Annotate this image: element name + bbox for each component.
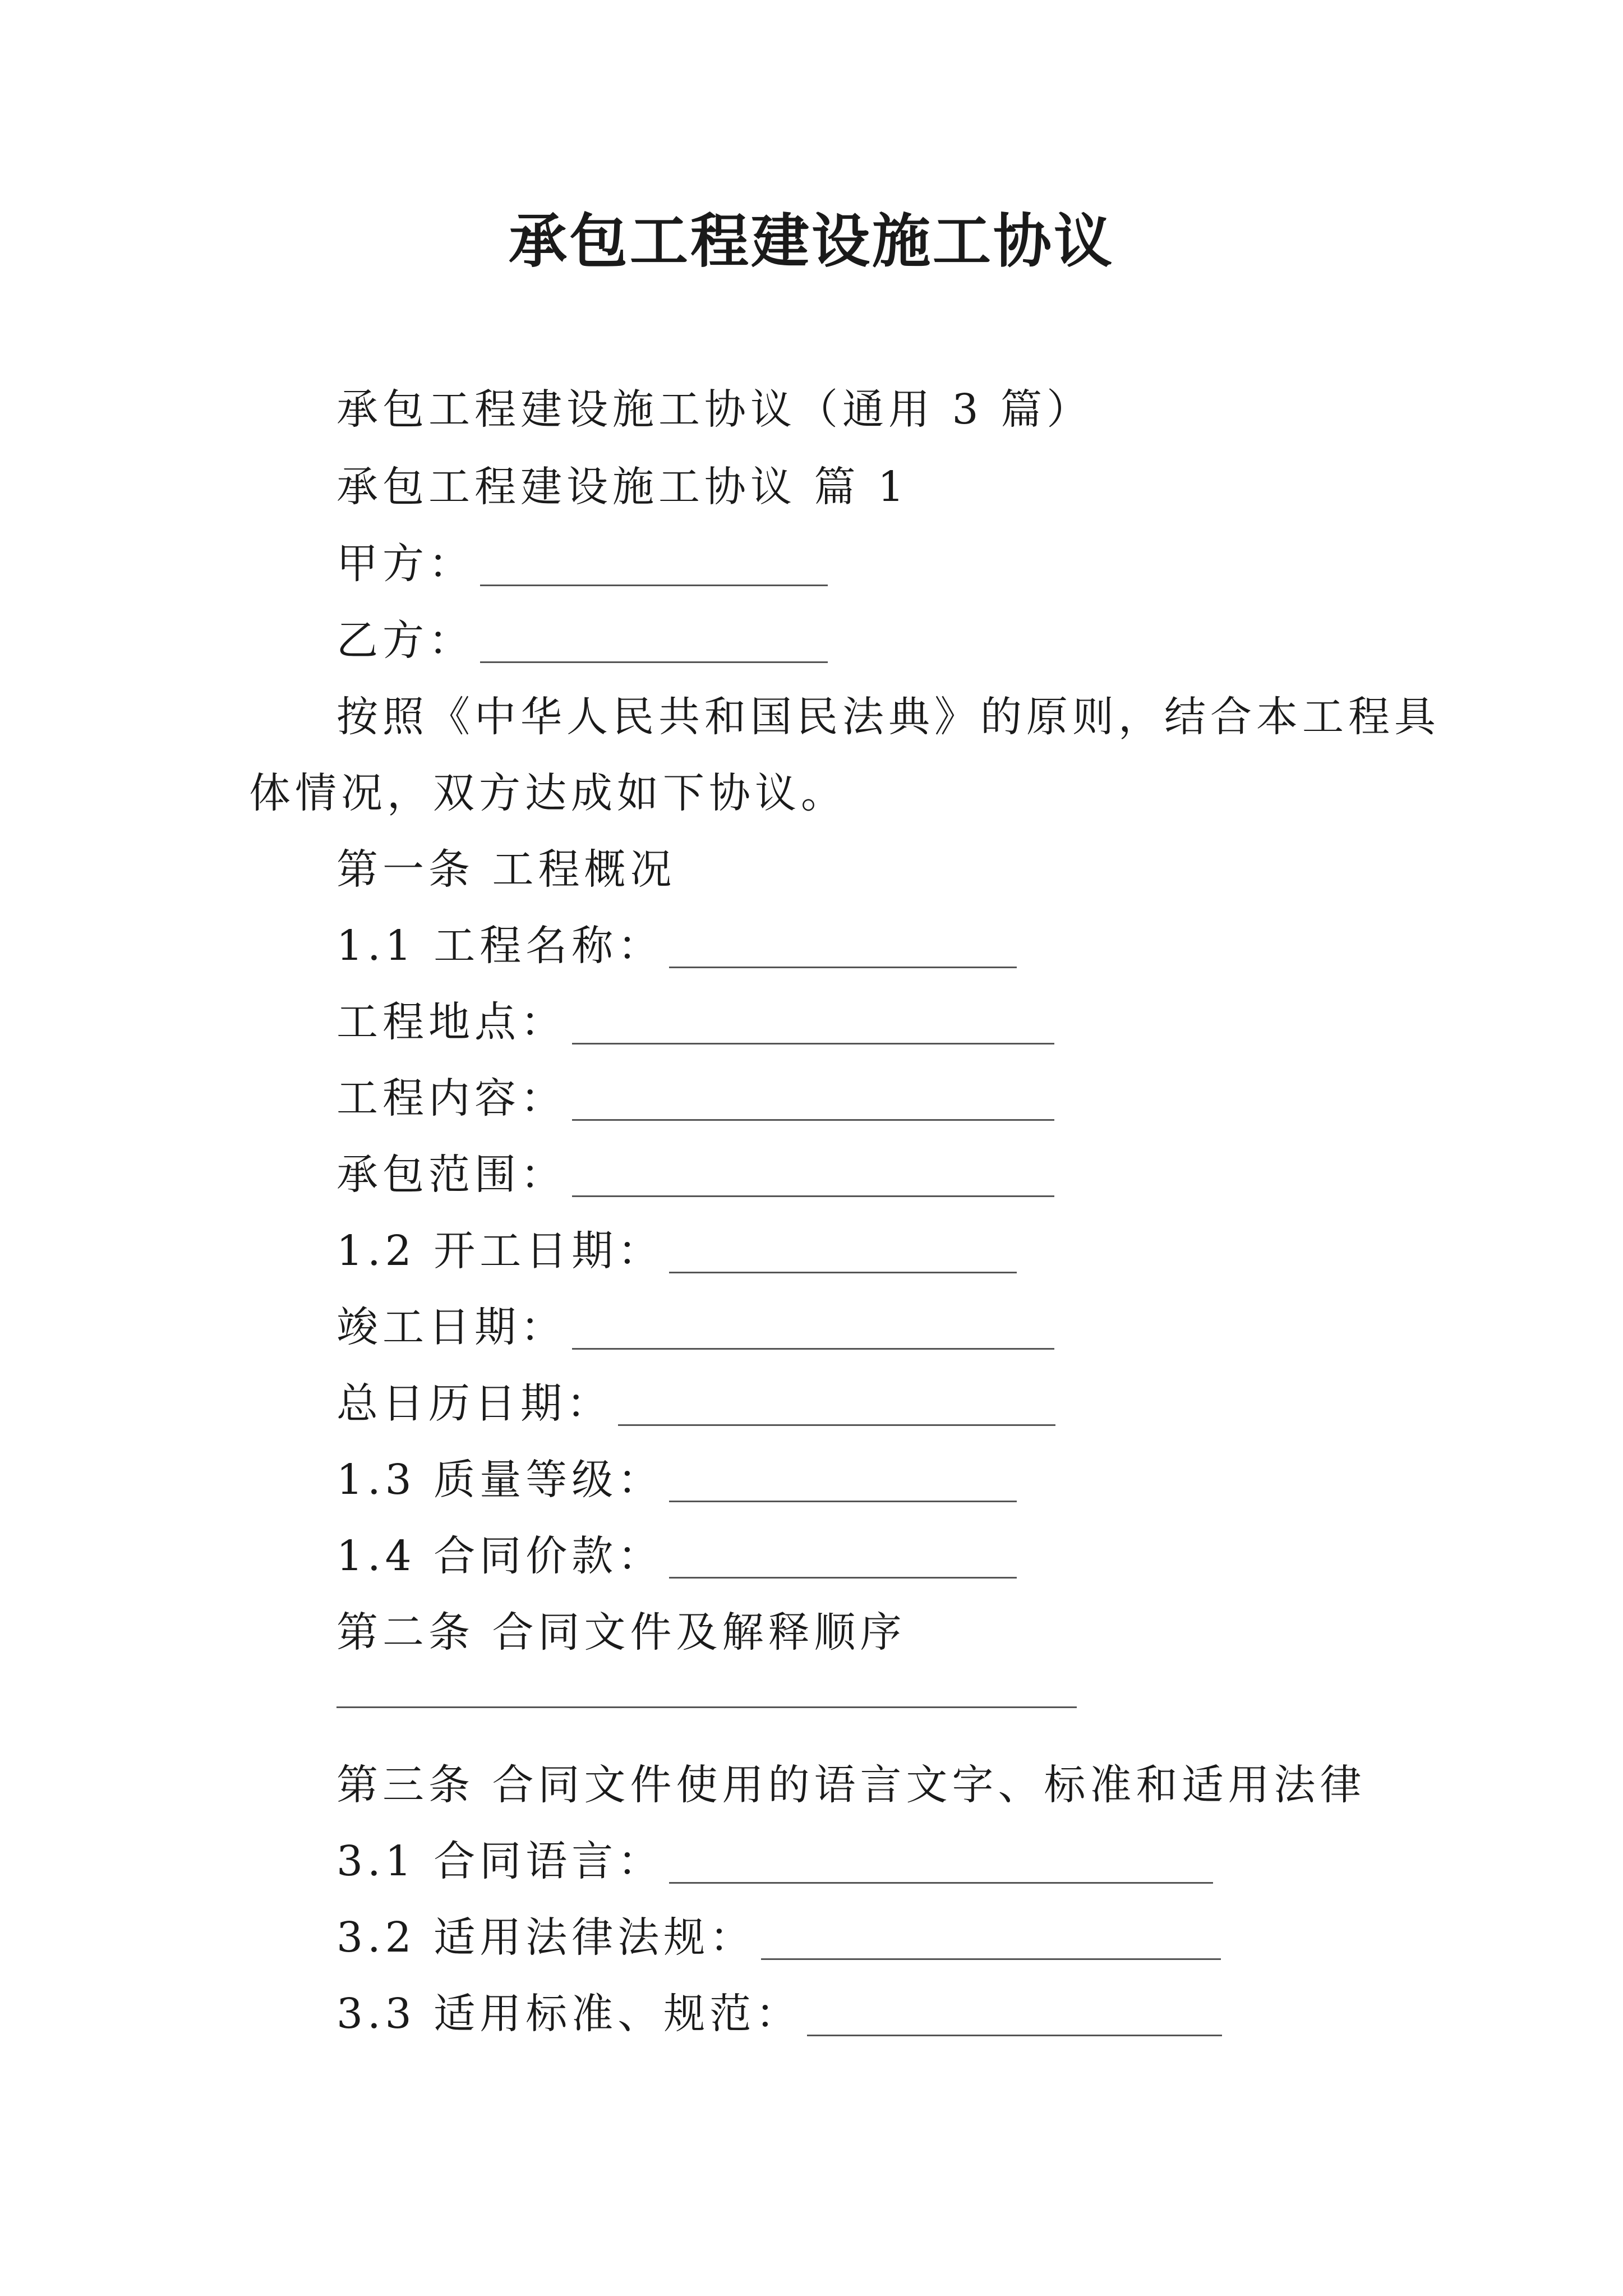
intro-line-2 [249, 765, 847, 821]
contract-scope-line [336, 1147, 1054, 1203]
contract-scope-label: 承包范围： [336, 1151, 566, 1199]
party-b-blank [480, 622, 828, 663]
start-date-line [336, 1223, 1017, 1279]
subtitle-text: 承包工程建设施工协议（通用 3 篇） [336, 385, 1093, 434]
completion-date-blank [572, 1309, 1054, 1350]
article-1-heading [336, 841, 676, 898]
part-heading-text: 承包工程建设施工协议 篇 1 [336, 463, 909, 511]
project-name-blank [669, 927, 1017, 968]
party-a-line [336, 536, 828, 592]
contract-scope-blank [572, 1156, 1054, 1197]
document-title: 承包工程建设施工协议 [508, 206, 1114, 275]
project-location-line [336, 994, 1054, 1050]
total-calendar-days-line [336, 1375, 1055, 1432]
project-location-blank [572, 1004, 1054, 1045]
applicable-laws-blank [761, 1919, 1221, 1960]
contract-price-line [336, 1528, 1017, 1584]
completion-date-label: 竣工日期： [336, 1303, 566, 1351]
quality-grade-line [336, 1452, 1017, 1508]
party-a-label: 甲方： [336, 540, 474, 588]
applicable-laws-label: 3.2 适用法律法规： [336, 1913, 756, 1962]
article-1-text: 第一条 工程概况 [336, 845, 676, 894]
completion-date-line [336, 1299, 1054, 1355]
article-3-text: 第三条 合同文件使用的语言文字、标准和适用法律 [336, 1761, 1366, 1809]
intro-text-2: 体情况，双方达成如下协议。 [249, 769, 847, 817]
project-location-label: 工程地点： [336, 998, 566, 1046]
total-calendar-days-blank [618, 1385, 1055, 1426]
article-2-blank [336, 1706, 1077, 1708]
intro-line-1 [336, 689, 1440, 745]
applicable-standards-line [336, 1986, 1222, 2042]
project-content-blank [572, 1080, 1054, 1121]
contract-price-blank [669, 1538, 1017, 1579]
project-content-label: 工程内容： [336, 1074, 566, 1122]
contract-language-blank [669, 1843, 1213, 1884]
applicable-standards-label: 3.3 适用标准、规范： [336, 1990, 802, 2038]
party-b-line [336, 613, 828, 669]
quality-grade-label: 1.3 质量等级： [336, 1456, 664, 1504]
applicable-standards-blank [807, 1995, 1222, 2036]
contract-language-label: 3.1 合同语言： [336, 1837, 664, 1885]
project-name-label: 1.1 工程名称： [336, 922, 664, 970]
quality-grade-blank [669, 1461, 1017, 1502]
start-date-label: 1.2 开工日期： [336, 1227, 664, 1275]
start-date-blank [669, 1232, 1017, 1273]
article-2-text: 第二条 合同文件及解释顺序 [336, 1608, 906, 1657]
project-content-line [336, 1070, 1054, 1126]
contract-language-line [336, 1833, 1213, 1889]
article-3-heading [336, 1757, 1366, 1813]
subtitle-line [336, 381, 1092, 438]
part-heading-line [336, 459, 909, 515]
party-a-blank [480, 545, 828, 586]
contract-price-label: 1.4 合同价款： [336, 1532, 664, 1580]
article-2-heading [336, 1604, 906, 1660]
total-calendar-days-label: 总日历日期： [336, 1379, 612, 1428]
project-name-line [336, 918, 1017, 974]
applicable-laws-line [336, 1910, 1221, 1966]
intro-text-1: 按照《中华人民共和国民法典》的原则，结合本工程具 [336, 693, 1440, 741]
party-b-label: 乙方： [336, 616, 474, 665]
